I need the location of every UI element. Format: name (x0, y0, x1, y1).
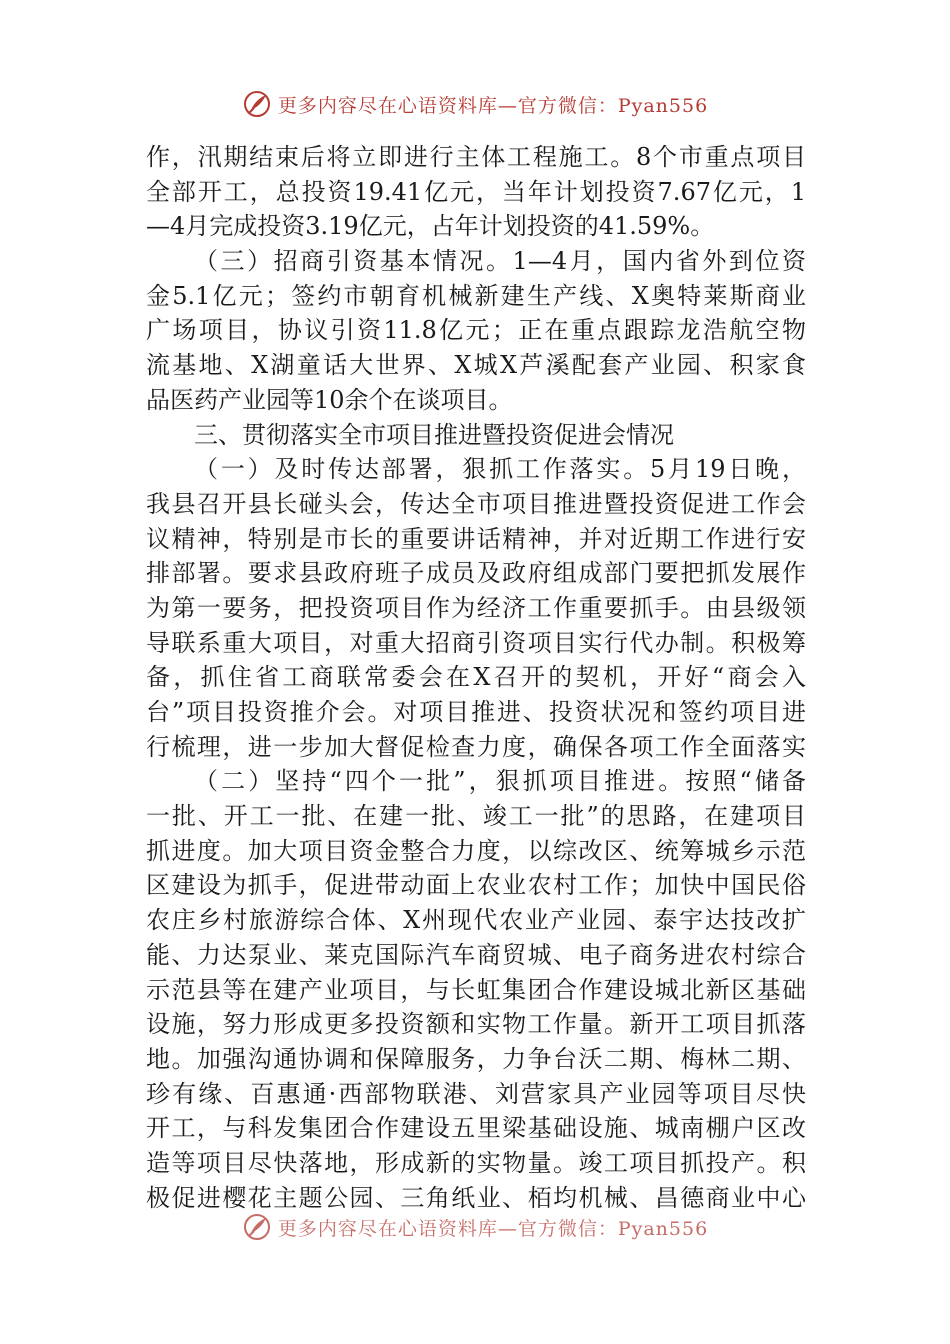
quill-logo-icon (242, 89, 272, 119)
text-line: 流基地、X湖童话大世界、X城X芦溪配套产业园、积家食 (146, 351, 806, 380)
text-line: 我县召开县长碰头会，传达全市项目推进暨投资促进工作会 (146, 489, 806, 518)
text-line: 广场项目，协议引资11.8亿元；正在重点跟踪龙浩航空物 (146, 316, 806, 345)
text-line: 能、力达泵业、莱克国际汽车商贸城、电子商务进农村综合 (146, 940, 806, 969)
text-line: 造等项目尽快落地，形成新的实物量。竣工项目抓投产。积 (146, 1148, 806, 1177)
watermark-text: 更多内容尽在心语资料库—官方微信：Pyan556 (277, 94, 709, 117)
text-line: （二）坚持“四个一批”，狠抓项目推进。按照“储备 (194, 767, 806, 796)
text-line: 极促进樱花主题公园、三角纸业、栢均机械、昌德商业中心 (146, 1183, 806, 1212)
text-line: 全部开工，总投资19.41亿元，当年计划投资7.67亿元，1 (146, 177, 806, 206)
text-line: 抓进度。加大项目资金整合力度，以综改区、统筹城乡示范 (146, 836, 806, 865)
watermark-text: 更多内容尽在心语资料库—官方微信：Pyan556 (277, 1217, 709, 1240)
text-line: 为第一要务，把投资项目作为经济工作重要抓手。由县级领 (146, 593, 806, 622)
text-line: 农庄乡村旅游综合体、X州现代农业产业园、泰宇达技改扩 (146, 906, 806, 935)
text-line: 行梳理，进一步加大督促检查力度，确保各项工作全面落实 (146, 732, 806, 761)
text-line: 议精神，特别是市长的重要讲话精神，并对近期工作进行安 (146, 524, 806, 553)
watermark-bottom (0, 1207, 950, 1247)
text-line: 台”项目投资推介会。对项目推进、投资状况和签约项目进 (146, 698, 806, 726)
text-line: 设施，努力形成更多投资额和实物工作量。新开工项目抓落 (146, 1010, 806, 1039)
text-line: 导联系重大项目，对重大招商引资项目实行代办制。积极筹 (146, 628, 806, 657)
section-heading: 三、贯彻落实全市项目推进暨投资促进会情况 (194, 420, 674, 449)
text-line: 金5.1亿元；签约市朝育机械新建生产线、X奥特莱斯商业 (146, 281, 806, 310)
text-line: 作，汛期结束后将立即进行主体工程施工。8个市重点项目 (146, 143, 806, 171)
text-line: 开工，与科发集团合作建设五里梁基础设施、城南棚户区改 (146, 1114, 806, 1143)
text-line: （一）及时传达部署，狠抓工作落实。5月19日晚， (194, 455, 806, 484)
text-line: 品医药产业园等10余个在谈项目。 (146, 385, 513, 414)
text-line: 地。加强沟通协调和保障服务，力争台沃二期、梅林二期、 (146, 1044, 806, 1073)
text-line: 备，抓住省工商联常委会在X召开的契机，开好“商会入 (146, 663, 806, 692)
text-line: 一批、开工一批、在建一批、竣工一批”的思路，在建项目 (146, 802, 806, 831)
document-body (146, 140, 806, 1215)
watermark-top (0, 84, 950, 124)
text-line: 区建设为抓手，促进带动面上农业农村工作；加快中国民俗 (146, 871, 806, 900)
text-line: 排部署。要求县政府班子成员及政府组成部门要把抓发展作 (146, 559, 806, 588)
text-line: 示范县等在建产业项目，与长虹集团合作建设城北新区基础 (146, 975, 806, 1004)
text-line: （三）招商引资基本情况。1—4月，国内省外到位资 (194, 247, 806, 276)
text-line: 珍有缘、百惠通·西部物联港、刘营家具产业园等项目尽快 (146, 1079, 806, 1108)
text-line: —4月完成投资3.19亿元，占年计划投资的41.59%。 (146, 212, 715, 241)
quill-logo-icon (242, 1212, 272, 1242)
